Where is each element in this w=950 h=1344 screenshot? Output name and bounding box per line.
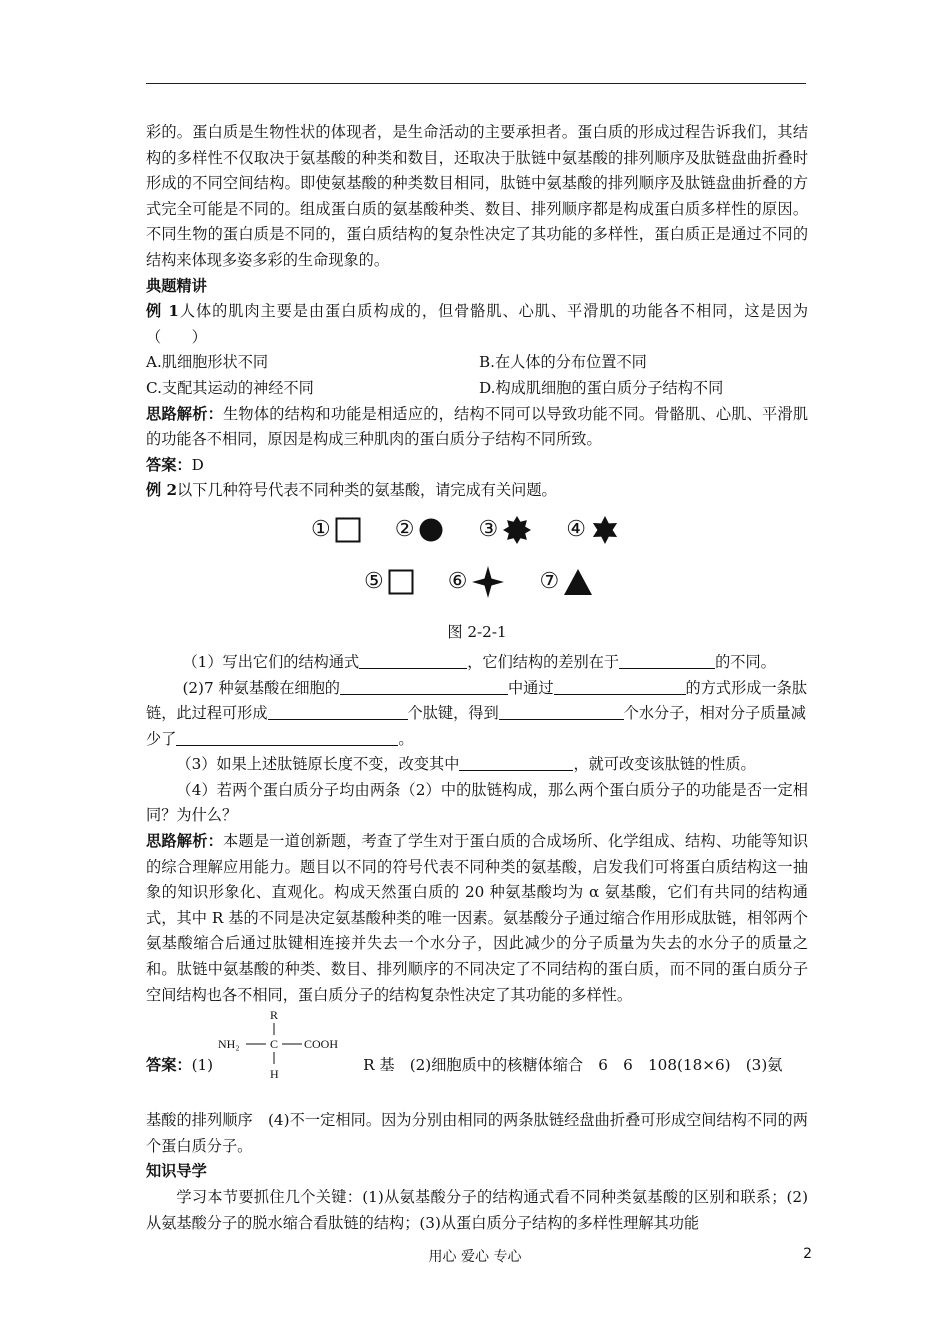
filled-triangle-icon xyxy=(563,568,593,596)
example2-answer-cont: 基酸的排列顺序 (4)不一定相同。因为分别由相同的两条肽链经盘曲折叠可形成空间结构不同的两个蛋白质分子。 xyxy=(146,1111,808,1155)
analysis-label: 思路解析： xyxy=(146,404,224,423)
symbol-7-number: ⑦ xyxy=(539,569,560,595)
question-3: （3）如果上述肽链原长度不变，改变其中 ，就可改变该肽链的性质。 xyxy=(176,755,756,774)
eight-point-star-icon xyxy=(502,515,532,545)
blank-4 xyxy=(554,678,686,695)
answer-label: 答案： xyxy=(146,1056,192,1075)
option-a: A.肌细胞形状不同 xyxy=(146,353,269,372)
option-d: D.构成肌细胞的蛋白质分子结构不同 xyxy=(479,378,724,397)
intro-paragraph: 彩的。蛋白质是生物性状的体现者，是生命活动的主要承担者。蛋白质的形成过程告诉我们，其结构的多样性不仅取决于氨基酸的种类和数目，还取决于肽链中氨基酸的排列顺序及肽链盘曲折叠时形成的不同空间结构。即使氨基酸的种类数目相同，肽链中氨基酸的排列顺序及肽链盘曲折叠的方式完全可能是不同的。组成蛋白质的氨基酸种类、数目、排列顺序都是构成蛋白质多样性的原因。不同生物的蛋白质是不同的，蛋白质结构的复杂性决定了其功能的多样性，蛋白质正是通过不同的结构来体现多姿多彩的生命现象的。 xyxy=(146,123,808,269)
example1-options xyxy=(146,350,808,401)
symbol-row-2 xyxy=(146,562,808,602)
filled-circle-icon xyxy=(418,517,444,543)
example1-label: 例 1 xyxy=(146,302,179,321)
page-number: 2 xyxy=(803,1246,812,1262)
formula-cooh: COOH xyxy=(304,1037,339,1052)
symbol-4 xyxy=(566,515,620,545)
analysis-label: 思路解析： xyxy=(146,832,224,851)
symbol-6 xyxy=(448,565,506,599)
answer-value: D xyxy=(191,455,204,474)
question-1: （1）写出它们的结构通式 ，它们结构的差别在于 的不同。 xyxy=(182,652,776,671)
symbol-1-number: ① xyxy=(311,517,331,543)
section-heading: 典题精讲 xyxy=(146,276,207,295)
symbol-1 xyxy=(311,517,361,543)
symbol-5 xyxy=(364,569,414,595)
blank-6 xyxy=(499,703,624,720)
symbol-5-number: ⑤ xyxy=(364,569,384,595)
guide-text: 学习本节要抓住几个关键：(1)从氨基酸分子的结构通式看不同种类氨基酸的区别和联系；(2)从氨基酸分子的脱水缩合看肽链的结构；(3)从蛋白质分子结构的多样性理解其功能 xyxy=(146,1188,808,1232)
example1-question-text: 人体的肌肉主要是由蛋白质构成的，但骨骼肌、心肌、平滑肌的功能各不相同，这是因为（ ） xyxy=(146,302,809,346)
symbol-6-number: ⑥ xyxy=(447,569,468,595)
figure-caption: 图 2-2-1 xyxy=(447,622,507,641)
formula-nh2: NH₂ xyxy=(218,1037,240,1052)
example1-question xyxy=(146,299,808,350)
answer-label: 答案： xyxy=(146,455,192,474)
formula-c: C xyxy=(270,1037,279,1052)
header-rule xyxy=(146,83,806,84)
answer-rest: R 基 (2)细胞质中的核糖体缩合 6 6 108(18×6) (3)氨 xyxy=(363,1056,783,1075)
symbol-7 xyxy=(539,568,593,596)
answer-block xyxy=(146,1008,808,1108)
blank-1 xyxy=(359,652,467,669)
blank-5 xyxy=(268,703,408,720)
symbol-2-number: ② xyxy=(394,517,415,543)
symbol-3-number: ③ xyxy=(478,517,499,543)
footer-motto: 用心 爱心 专心 xyxy=(428,1249,522,1265)
blank-3 xyxy=(340,678,508,695)
analysis-text: 本题是一道创新题，考查了学生对于蛋白质的合成场所、化学组成、结构、功能等知识的综合理解应用能力。题目以不同的符号代表不同种类的氨基酸，启发我们可将蛋白质结构这一抽象的知识形象化、直观化。构成天然蛋白质的 20 种氨基酸均为 α 氨基酸，它们有共同的结构通式，其中 R 基的不同是决定氨基酸种类的唯一因素。氨基酸分子通过缩合作用形成肽链，相邻两个氨基酸缩合后通过肽键相连接并失去一个水分子，因此减少的分子质量为失去的水分子的质量之和。肽链中氨基酸的种类、数目、排列顺序的不同决定了不同结构的蛋白质，而不同的蛋白质分子空间结构也各不相同，蛋白质分子的结构复杂性决定了其功能的多样性。 xyxy=(146,832,809,1004)
symbol-2 xyxy=(395,517,445,543)
example2-analysis xyxy=(146,829,808,1008)
example1-answer xyxy=(146,453,808,479)
blank-7 xyxy=(176,729,398,746)
analysis-text: 生物体的结构和功能是相适应的，结构不同可以导致功能不同。骨骼肌、心肌、平滑肌的功能各不相同，原因是构成三种肌肉的蛋白质分子结构不同所致。 xyxy=(146,404,809,449)
example2-question xyxy=(146,478,808,504)
symbol-3 xyxy=(478,515,532,545)
blank-8 xyxy=(459,754,573,771)
question-2: (2)7 种氨基酸在细胞的 中通过 的方式形成一条肽链，此过程可形成 个肽键，得到 个水分子，相对分子质量减少了 。 xyxy=(146,678,808,748)
formula-r: R xyxy=(270,1008,279,1023)
symbol-row-1 xyxy=(146,510,808,550)
answer-part-1: (1) xyxy=(191,1056,214,1075)
example2-question-text: 以下几种符号代表不同种类的氨基酸，请完成有关问题。 xyxy=(177,481,557,500)
formula-h: H xyxy=(270,1067,279,1082)
question-4: （4）若两个蛋白质分子均由两条（2）中的肽链构成，那么两个蛋白质分子的功能是否一定相同？为什么？ xyxy=(146,780,808,825)
hollow-square-icon xyxy=(335,517,361,543)
six-point-star-icon xyxy=(590,515,620,545)
guide-heading: 知识导学 xyxy=(146,1162,207,1181)
option-b: B.在人体的分布位置不同 xyxy=(479,353,647,372)
blank-2 xyxy=(619,652,715,669)
example2-answer-line xyxy=(146,1053,808,1082)
hollow-square-icon xyxy=(388,569,414,595)
four-point-star-icon xyxy=(471,565,505,599)
option-c: C.支配其运动的神经不同 xyxy=(146,378,314,397)
page-content xyxy=(146,120,808,1236)
example1-analysis xyxy=(146,402,808,453)
symbol-4-number: ④ xyxy=(566,517,586,543)
example2-label: 例 2 xyxy=(146,481,178,500)
